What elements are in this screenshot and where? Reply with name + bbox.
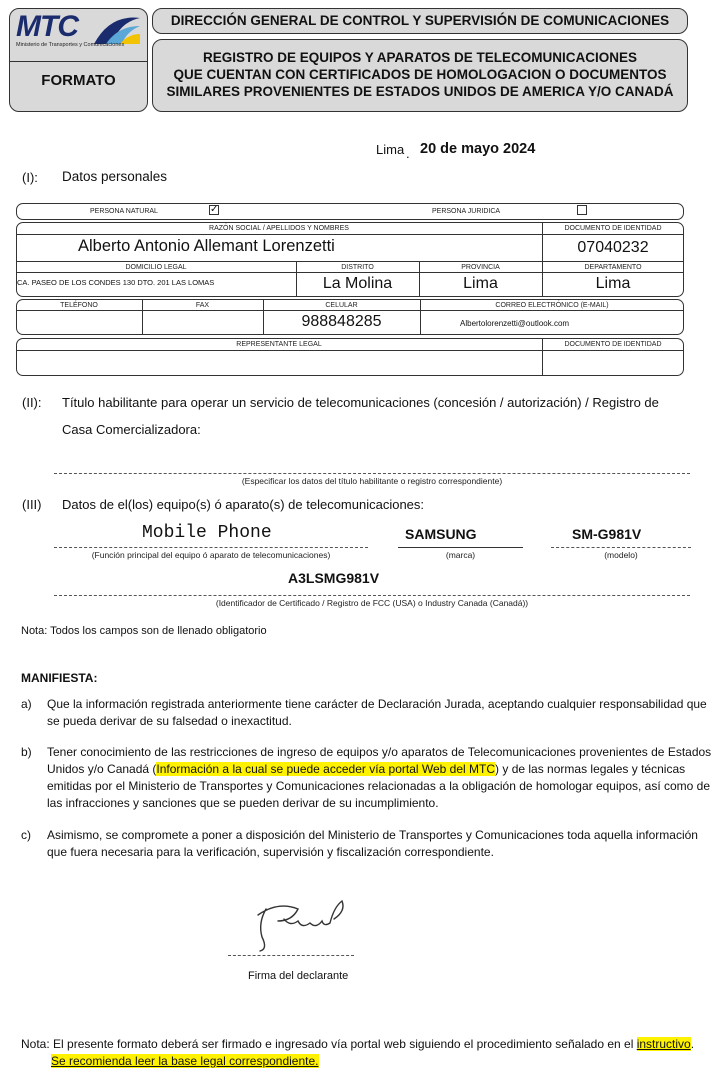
item-a-text: Que la información registrada anteriormente tiene carácter de Declaración Jurada, aceptando cualquier responsabilidad que se pueda derivar de su falsedad o inexactitud. <box>47 697 707 728</box>
firma-label: Firma del declarante <box>248 970 349 982</box>
domicilio-label: DOMICILIO LEGAL <box>125 264 187 271</box>
logo-text: MTC <box>16 10 78 43</box>
persona-natural-checkbox[interactable]: ✓ <box>210 204 219 215</box>
doc-identidad-value[interactable]: 07040232 <box>577 239 649 256</box>
representante-label: REPRESENTANTE LEGAL <box>236 341 322 348</box>
header-title-2: REGISTRO DE EQUIPOS Y APARATOS DE TELECOMUNICACIONES QUE CUENTAN CON CERTIFICADOS DE HOMOLOGACION O DOCUMENTOS SIMILARES PROVENIENTES DE ESTADOS UNIDOS DE AMERICA Y/O CANADÁ <box>166 50 674 99</box>
place-sep: . <box>406 146 410 161</box>
item-b-text: Tener conocimiento de las restricciones de ingreso de equipos y/o aparatos de Telecomunicaciones provenientes de Estados Unidos y/o Canadá (Información a la cual se puede acceder vía portal Web del MTC) y de las normas legales y técnicas emitidas por el Ministerio de Transportes y Comunicaciones relacionadas a la obligación de homologar equipos, así como de las infracciones y sanciones que se pueden derivar de su incumplimiento. <box>47 745 712 810</box>
persona-juridica-label: PERSONA JURIDICA <box>432 208 501 215</box>
section3-title: Datos de el(los) equipo(s) ó aparato(s) de telecomunicaciones: <box>62 497 425 512</box>
correo-value[interactable]: Albertolorenzetti@outlook.com <box>460 319 570 328</box>
section2-line1: Título habilitante para operar un servicio de telecomunicaciones (concesión / autorización) / Registro de <box>62 395 659 410</box>
funcion-caption: (Función principal del equipo ó aparato de telecomunicaciones) <box>91 550 331 560</box>
signature-line <box>228 955 354 956</box>
instructivo-link[interactable]: instructivo <box>636 1037 691 1051</box>
doc-identidad-label: DOCUMENTO DE IDENTIDAD <box>564 225 662 232</box>
item-a-label: a) <box>21 697 32 711</box>
formato-label: FORMATO <box>41 72 116 89</box>
signature-image <box>238 893 348 953</box>
persona-natural-label: PERSONA NATURAL <box>90 208 158 215</box>
telefono-label: TELÉFONO <box>60 302 98 309</box>
razon-social-value[interactable]: Alberto Antonio Allemant Lorenzetti <box>78 237 335 255</box>
correo-label: CORREO ELECTRÓNICO (E-MAIL) <box>495 302 609 309</box>
section2-caption: (Especificar los datos del título habilitante o registro correspondiente) <box>241 476 503 486</box>
celular-label: CELULAR <box>325 302 358 309</box>
section1-title: Datos personales <box>62 169 168 184</box>
mtc-logo-emblem <box>92 12 142 46</box>
item-c-label: c) <box>21 828 31 842</box>
provincia-label: PROVINCIA <box>461 264 500 271</box>
marca-caption: (marca) <box>445 550 476 560</box>
rep-doc-label: DOCUMENTO DE IDENTIDAD <box>564 341 662 348</box>
item-c-text: Asimismo, se compromete a poner a disposición del Ministerio de Transportes y Comunicaciones toda aquella información que fuera necesaria para la verificación, supervisión y fiscalización correspondiente. <box>47 828 698 859</box>
departamento-value[interactable]: Lima <box>595 275 631 292</box>
modelo-caption: (modelo) <box>604 550 638 560</box>
base-legal-link[interactable]: Se recomienda leer la base legal correspondiente. <box>51 1054 319 1068</box>
titulo-field-line[interactable] <box>54 473 690 474</box>
section3-num: (III) <box>22 497 42 512</box>
portal-mtc-link[interactable]: Información a la cual se puede acceder vía portal Web del MTC <box>156 762 496 776</box>
departamento-label: DEPARTAMENTO <box>584 264 642 271</box>
place: Lima <box>376 142 405 157</box>
marca-value[interactable]: SAMSUNG <box>405 526 477 542</box>
nota-obligatorio: Nota: Todos los campos son de llenado obligatorio <box>21 625 267 637</box>
modelo-value[interactable]: SM-G981V <box>572 526 642 542</box>
provincia-value[interactable]: Lima <box>463 275 498 292</box>
persona-juridica-checkbox[interactable] <box>577 205 587 215</box>
razon-social-label: RAZÓN SOCIAL / APELLIDOS Y NOMBRES <box>209 225 349 232</box>
funcion-value[interactable]: Mobile Phone <box>142 523 272 543</box>
section1-num: (I): <box>22 170 38 185</box>
logo-subtext: Ministerio de Transportes y Comunicaciones <box>16 42 125 48</box>
id-value[interactable]: A3LSMG981V <box>288 570 380 586</box>
distrito-label: DISTRITO <box>341 264 374 271</box>
fax-label: FAX <box>195 302 210 309</box>
domicilio-value[interactable]: CA. PASEO DE LOS CONDES 130 DTO. 201 LAS LOMAS <box>17 278 215 287</box>
section2-line2: Casa Comercializadora: <box>62 422 201 437</box>
manifiesta-title: MANIFIESTA: <box>21 671 98 685</box>
celular-value[interactable]: 988848285 <box>301 313 382 330</box>
id-caption: (Identificador de Certificado / Registro de FCC (USA) o Industry Canada (Canadá)) <box>215 598 529 608</box>
section2-num: (II): <box>22 395 42 410</box>
distrito-value[interactable]: La Molina <box>322 275 393 292</box>
date-value[interactable]: 20 de mayo 2024 <box>420 141 536 157</box>
item-b-label: b) <box>21 745 32 759</box>
header-title-1: DIRECCIÓN GENERAL DE CONTROL Y SUPERVISIÓN DE COMUNICACIONES <box>170 13 670 28</box>
nota-final: Nota: El presente formato deberá ser firmado e ingresado vía portal web siguiendo el procedimiento señalado en el instructivo. <box>21 1037 695 1051</box>
